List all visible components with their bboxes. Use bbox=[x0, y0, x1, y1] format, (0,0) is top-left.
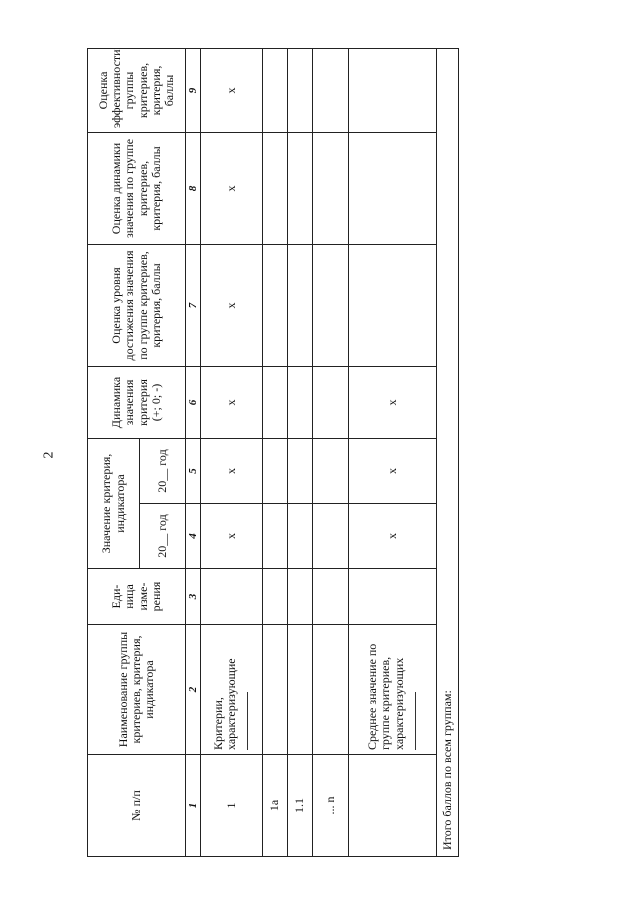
column-number: 7 bbox=[186, 245, 201, 367]
table-row bbox=[313, 49, 349, 857]
row-value-year-1: x bbox=[349, 504, 437, 569]
row-dynamics: x bbox=[349, 367, 437, 439]
row-name-text: Критерии, характеризующие bbox=[210, 658, 238, 750]
evaluation-table bbox=[87, 48, 459, 857]
column-number: 8 bbox=[186, 133, 201, 245]
row-dynamics: x bbox=[201, 367, 263, 439]
column-number-row bbox=[186, 49, 201, 857]
row-unit bbox=[201, 569, 263, 625]
footer-total: Итого баллов по всем группам: bbox=[437, 49, 459, 857]
column-number: 6 bbox=[186, 367, 201, 439]
row-dynamics-score: x bbox=[201, 133, 263, 245]
column-number: 4 bbox=[186, 504, 201, 569]
header-row bbox=[88, 49, 140, 857]
table-row bbox=[288, 49, 313, 857]
row-number: 1а bbox=[263, 755, 288, 857]
row-name-text: Среднее значение по группе критериев, характеризующих bbox=[365, 643, 406, 750]
row-value-year-2: x bbox=[201, 439, 263, 504]
table-row bbox=[349, 49, 437, 857]
header-dynamics: Динамика значения критерия (+; 0; -) bbox=[88, 367, 186, 439]
row-name bbox=[349, 625, 437, 755]
evaluation-table-wrapper bbox=[87, 49, 454, 857]
header-year-2: 20__ год bbox=[140, 439, 186, 504]
header-unit: Еди- ница изме- рения bbox=[88, 569, 186, 625]
table-row bbox=[201, 49, 263, 857]
header-efficiency-score: Оценка эффективности группы критериев, критерия, баллы bbox=[88, 49, 186, 133]
row-unit bbox=[349, 569, 437, 625]
header-achievement-score: Оценка уровня достижения значения по группе критериев, критерия, баллы bbox=[88, 245, 186, 367]
header-number: № п/п bbox=[88, 755, 186, 857]
column-number: 5 bbox=[186, 439, 201, 504]
header-dynamics-score: Оценка динамики значения по группе критериев, критерия, баллы bbox=[88, 133, 186, 245]
column-number: 3 bbox=[186, 569, 201, 625]
header-value-group: Значение критерия, индикатора bbox=[88, 439, 140, 569]
header-name: Наименование группы критериев, критерия, индикатора bbox=[88, 625, 186, 755]
row-value-year-2: x bbox=[349, 439, 437, 504]
page-number: 2 bbox=[41, 451, 57, 459]
row-number: 1.1 bbox=[288, 755, 313, 857]
column-number: 1 bbox=[186, 755, 201, 857]
row-achievement-score: x bbox=[201, 245, 263, 367]
row-number: ... n bbox=[313, 755, 349, 857]
rotated-sheet bbox=[87, 49, 454, 857]
row-number bbox=[349, 755, 437, 857]
header-year-1: 20__ год bbox=[140, 504, 186, 569]
blank-line bbox=[407, 692, 416, 750]
row-value-year-1: x bbox=[201, 504, 263, 569]
blank-line bbox=[239, 692, 248, 750]
column-number: 2 bbox=[186, 625, 201, 755]
row-name bbox=[201, 625, 263, 755]
row-number: 1 bbox=[201, 755, 263, 857]
footer-row bbox=[437, 49, 459, 857]
table-row bbox=[263, 49, 288, 857]
row-efficiency-score: x bbox=[201, 49, 263, 133]
column-number: 9 bbox=[186, 49, 201, 133]
